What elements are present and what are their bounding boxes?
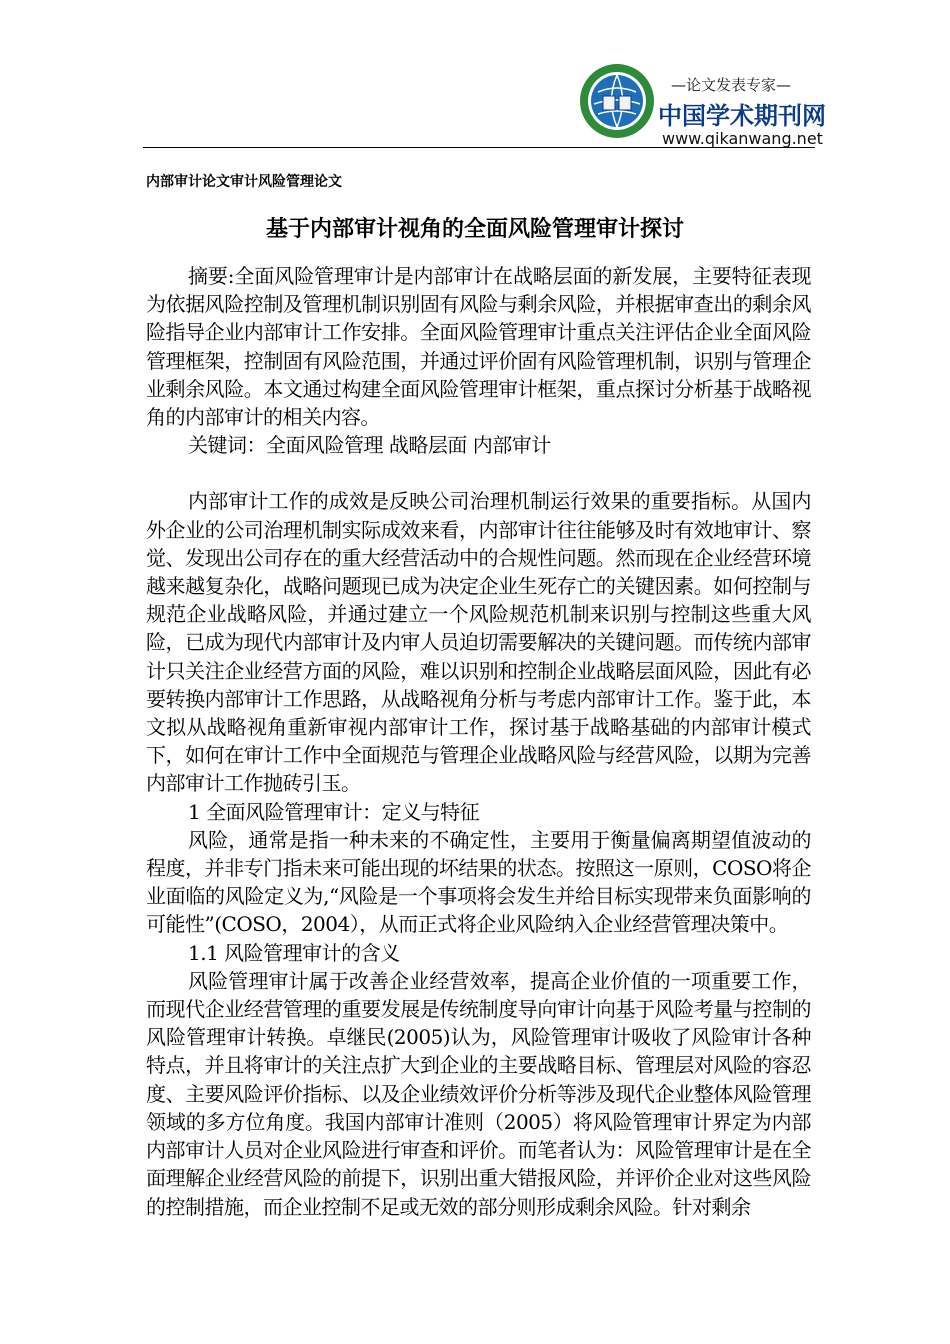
subsection-heading: 1.1 风险管理审计的含义 bbox=[188, 940, 400, 965]
journal-logo bbox=[578, 60, 826, 158]
globe-seal-icon bbox=[578, 62, 656, 140]
body-paragraph: 风险，通常是指一种未来的不确定性，主要用于衡量偏离期望值波动的程度，并非专门指未来可能出现的坏结果的状态。按照这一原则，COSO将企业面临的风险定义为,“风险是一个事项将会发生并给目标实现带来负面影响的可能性”(COSO，2004），从而正式将企业风险纳入企业经营管理决策中。 bbox=[146, 827, 811, 937]
document-title: 基于内部审计视角的全面风险管理审计探讨 bbox=[265, 217, 684, 242]
logo-website: www.qikanwang.net bbox=[662, 129, 823, 148]
header-divider bbox=[143, 147, 815, 148]
section-heading: 1 全面风险管理审计：定义与特征 bbox=[188, 799, 480, 824]
document-body bbox=[146, 262, 811, 1221]
paragraph-gap bbox=[146, 459, 811, 487]
body-paragraph: 风险管理审计属于改善企业经营效率，提高企业价值的一项重要工作，而现代企业经营管理的重要发展是传统制度导向审计向基于风险考量与控制的风险管理审计转换。卓继民(2005)认为，风险管理审计吸收了风险审计各种特点，并且将审计的关注点扩大到企业的主要战略目标、管理层对风险的容忍度、主要风险评价指标、以及企业绩效评价分析等涉及现代企业整体风险管理领域的多方位角度。我国内部审计准则（2005）将风险管理审计界定为内部内部审计人员对企业风险进行审查和评价。而笔者认为：风险管理审计是在全面理解企业经营风险的前提下，识别出重大错报风险，并评价企业对这些风险的控制措施，而企业控制不足或无效的部分则形成剩余风险。针对剩余 bbox=[146, 968, 811, 1219]
logo-brand-name: 中国学术期刊网 bbox=[658, 102, 826, 130]
body-paragraph: 内部审计工作的成效是反映公司治理机制运行效果的重要指标。从国内外企业的公司治理机制实际成效来看，内部审计往往能够及时有效地审计、察觉、发现出公司存在的重大经营活动中的合规性问题。然而现在企业经营环境越来越复杂化，战略问题现已成为决定企业生死存亡的关键因素。如何控制与规范企业战略风险，并通过建立一个风险规范机制来识别与控制这些重大风险，已成为现代内部审计及内审人员迫切需要解决的关键问题。而传统内部审计只关注企业经营方面的风险，难以识别和控制企业战略层面风险，因此有必要转换内部审计工作思路，从战略视角分析与考虑内部审计工作。鉴于此，本文拟从战略视角重新审视内部审计工作，探讨基于战略基础的内部审计模式下，如何在审计工作中全面规范与管理企业战略风险与经营风险，以期为完善内部审计工作抛砖引玉。 bbox=[146, 489, 811, 796]
logo-slogan: —论文发表专家— bbox=[670, 76, 791, 94]
document-category: 内部审计论文审计风险管理论文 bbox=[146, 174, 342, 190]
abstract: 摘要:全面风险管理审计是内部审计在战略层面的新发展，主要特征表现为依据风险控制及管理机制识别固有风险与剩余风险，并根据审查出的剩余风险指导企业内部审计工作安排。全面风险管理审计重点关注评估企业全面风险管理框架，控制固有风险范围，并通过评价固有风险管理机制，识别与管理企业剩余风险。本文通过构建全面风险管理审计框架，重点探讨分析基于战略视角的内部审计的相关内容。 bbox=[146, 264, 811, 430]
keywords: 关键词：全面风险管理 战略层面 内部审计 bbox=[188, 433, 551, 458]
